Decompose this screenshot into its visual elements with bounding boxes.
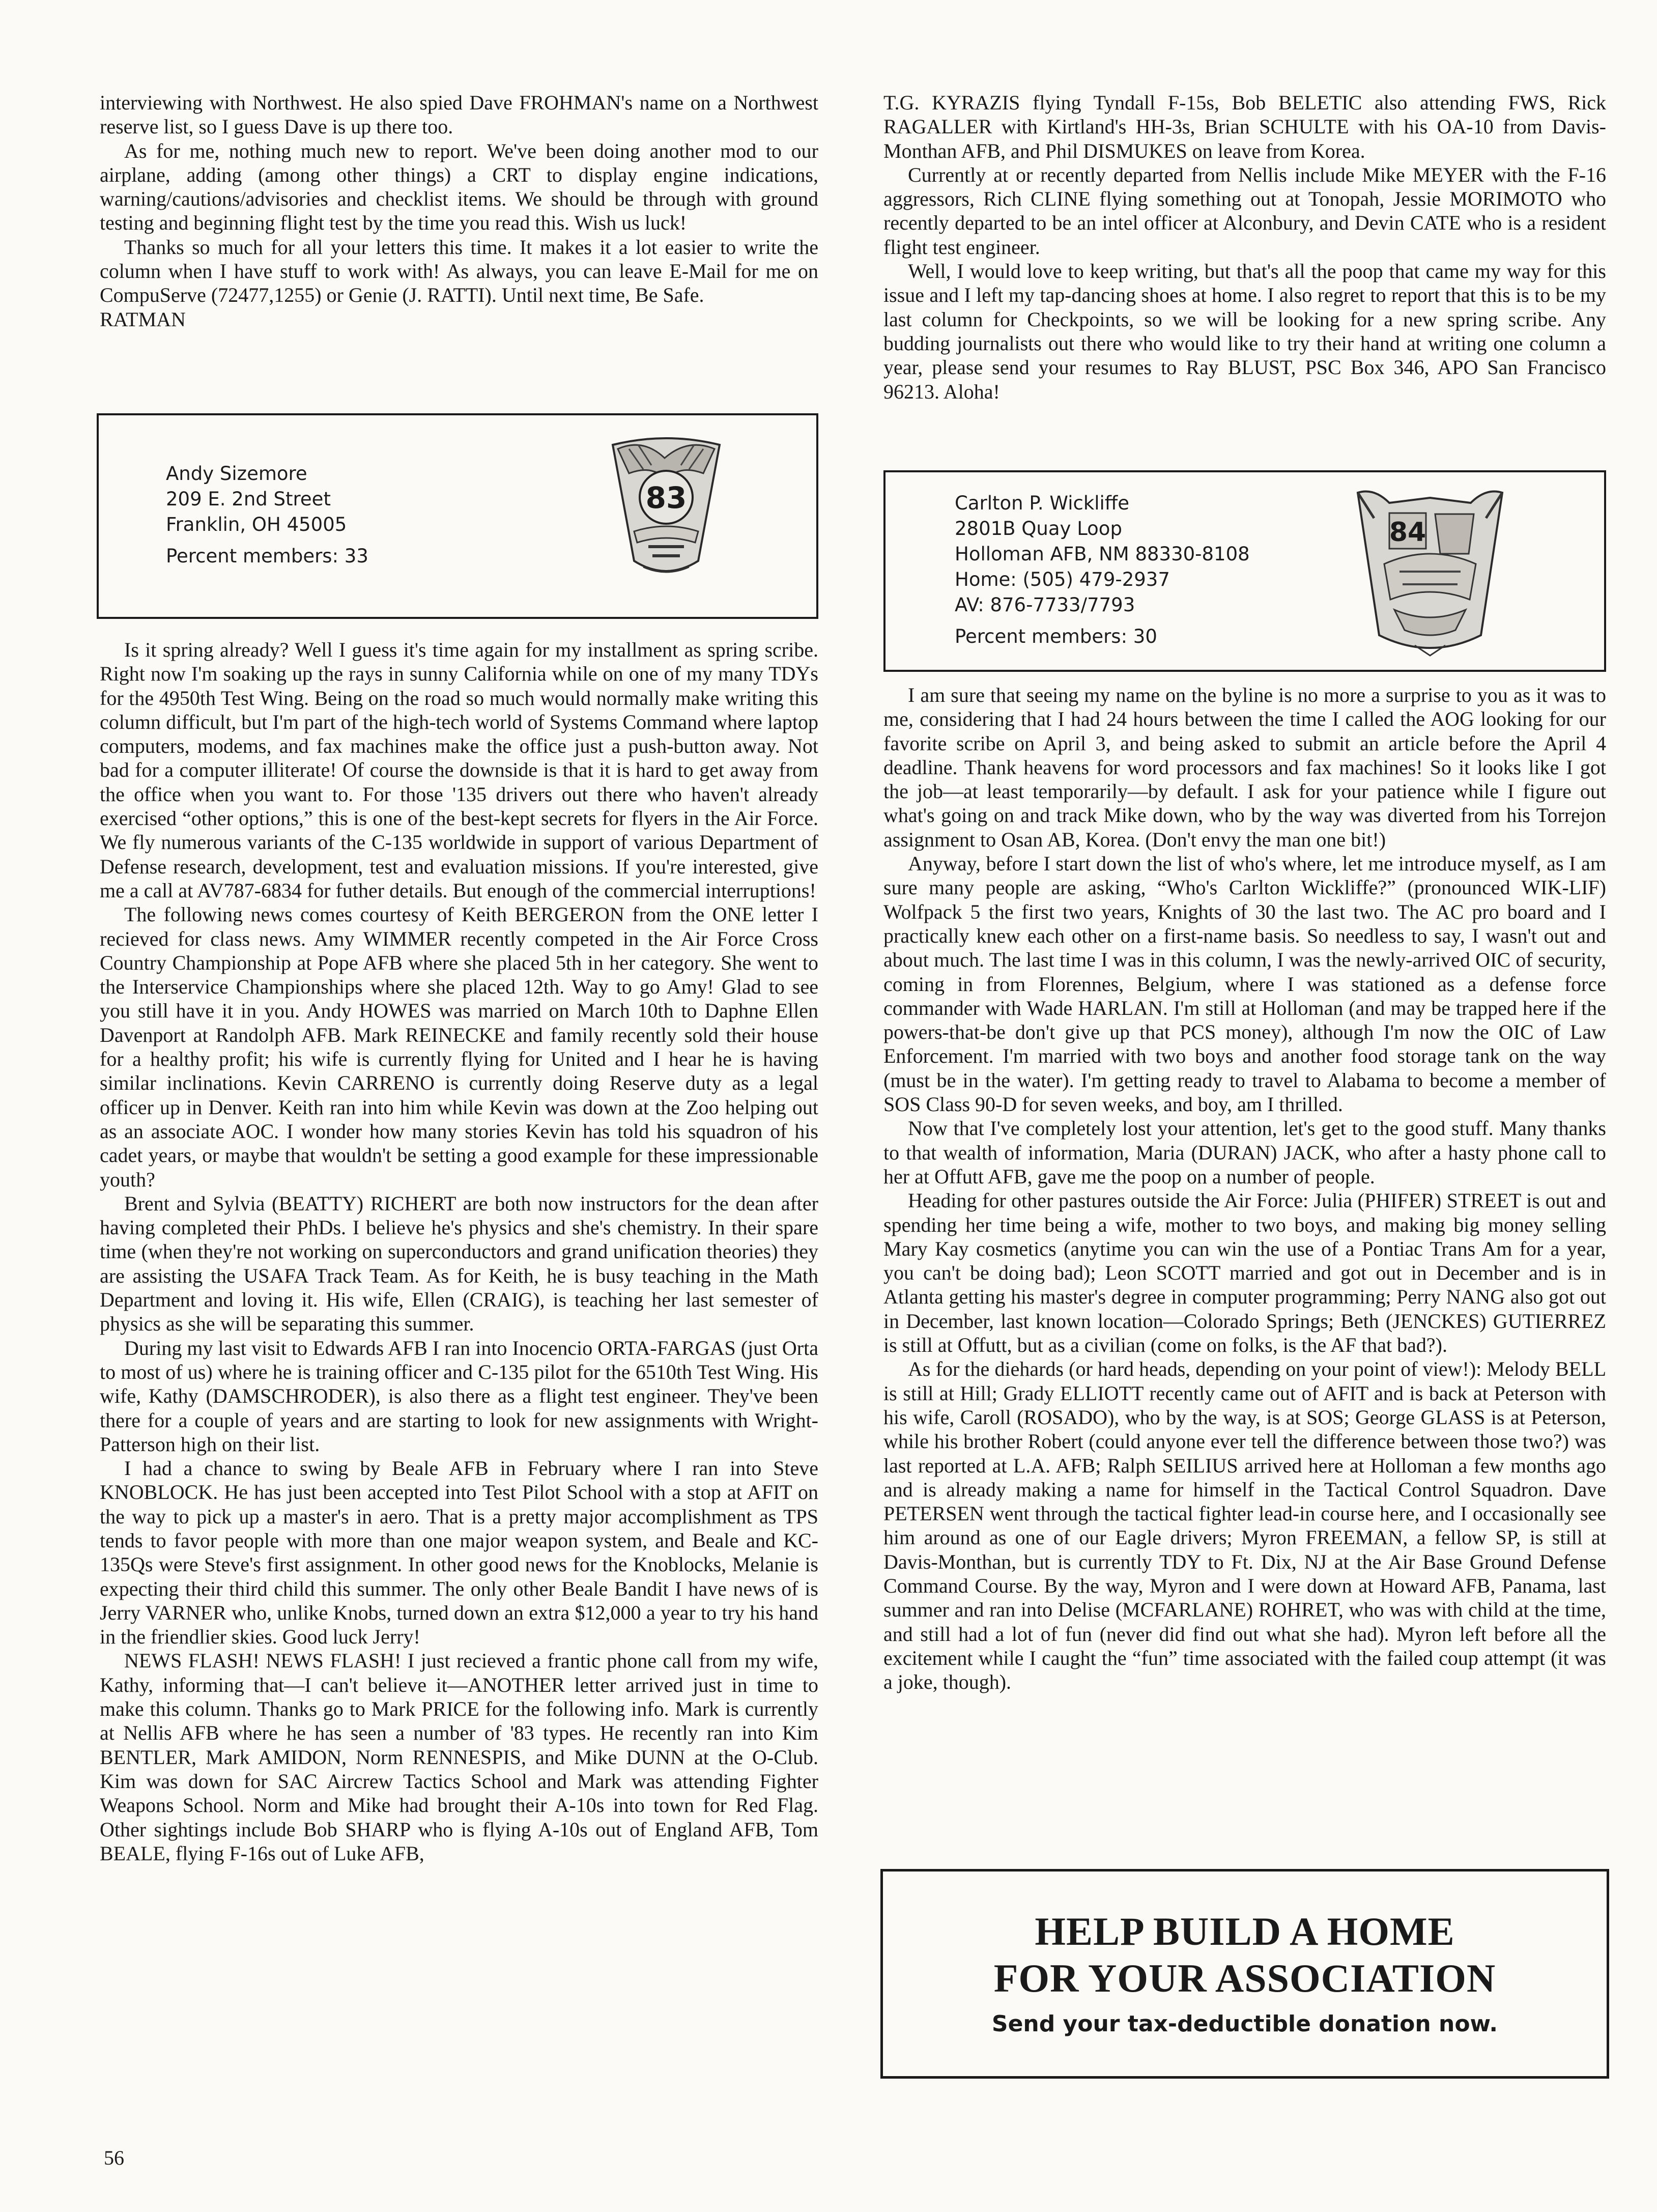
paragraph: NEWS FLASH! NEWS FLASH! I just recieved a frantic phone call from my wife, Kathy, informing that—I can't believe it—ANOTHER letter arrived just in time to make this column. Thanks go to Mark PRICE for the following info. Mark is currently at Nellis AFB where he has seen a number of '83 types. He recently ran into Kim BENTLER, Mark AMIDON, Norm RENNESPIS, and Mike DUNN at the O-Club. Kim was down for SAC Aircrew Tactics School and Mark was attending Fighter Weapons School. Norm and Mike had brought their A-10s into town for Red Flag. Other sightings include Bob SHARP who is flying A-10s out of England AFB, Tom BEALE, flying F-16s out of Luke AFB, (100, 1649, 818, 1865)
paragraph: Heading for other pastures outside the Air Force: Julia (PHIFER) STREET is out and spending her time being a wife, mother to two boys, and making big money selling Mary Kay cosmetics (anytime you can win the use of a Pontiac Trans Am for a year, you can't be doing bad); Leon SCOTT married and got out in December and is in Atlanta getting his master's degree in computer programming; Perry NANG also got out in December, last known location—Colorado Springs; Beth (JENCKES) GUTIERREZ is still at Offutt, but as a civilian (come on folks, is the AF that bad?). (883, 1189, 1606, 1357)
signature: RATMAN (100, 307, 186, 331)
paragraph: Is it spring already? Well I guess it's time again for my installment as spring scribe. Right now I'm soaking up the rays in sunny California while on one of my many TDYs for the 4950th Test Wing. Being on the road so much would normally make writing this column difficult, but I'm part of the high-tech world of Systems Command where laptop computers, modems, and fax machines make the office just a push-button away. Not bad for a computer illiterate! Of course the downside is that it is hard to get away from the office when you want to. For those '135 drivers out there who haven't already exercised “other options,” this is one of the best-kept secrets for flyers in the Air Force. We fly numerous variants of the C-135 worldwide in support of various Department of Defense research, development, test and evaluation missions. If you're interested, give me a call at AV787-6834 for futher details. But enough of the commercial interruptions! (100, 638, 818, 902)
paragraph: Currently at or recently departed from Nellis include Mike MEYER with the F-16 aggressors, Rich CLINE flying something out at Tonopah, Jessie MORIMOTO who recently departed to be an intel officer at Alconbury, and Devin CATE who is a resident flight test engineer. (883, 163, 1606, 259)
paragraph: T.G. KYRAZIS flying Tyndall F-15s, Bob BELETIC also attending FWS, Rick RAGALLER with Kirtland's HH-3s, Brian SCHULTE with his OA-10 from Davis-Monthan AFB, and Phil DISMUKES on leave from Korea. (883, 91, 1606, 162)
scribe-address (955, 491, 1250, 649)
scribe-name: Carlton P. Wickliffe (955, 492, 1130, 514)
class-of-84-crest-icon (1354, 483, 1506, 661)
paragraph: interviewing with Northwest. He also spied Dave FROHMAN's name on a Northwest reserve list, so I guess Dave is up there too. (100, 91, 818, 138)
page-number: 56 (104, 2146, 124, 2169)
paragraph: Now that I've completely lost your attention, let's get to the good stuff. Many thanks to that wealth of information, Maria (DURAN) JACK, who after a hasty phone call to her at Offutt AFB, gave me the poop on a number of people. (883, 1117, 1606, 1188)
paragraph: During my last visit to Edwards AFB I ran into Inocencio ORTA-FARGAS (just Orta to most of us) where he is training officer and C-135 pilot for the 6510th Test Wing. His wife, Kathy (DAMSCHRODER), is also there as a flight test engineer. They've been there for a couple of years and are starting to look for new assignments with Wright-Patterson high on their list. (100, 1336, 818, 1456)
scribe-name: Andy Sizemore (166, 463, 307, 485)
paragraph: Well, I would love to keep writing, but that's all the poop that came my way for this issue and I left my tap-dancing shoes at home. I also regret to report that this is to be my last column for Checkpoints, so we will be looking for a new spring scribe. Any budding journalists out there who would like to try their hand at writing one column a year, please send your resumes to Ray BLUST, PSC Box 346, APO San Francisco 96213. Aloha! (883, 260, 1606, 403)
paragraph: I am sure that seeing my name on the byline is no more a surprise to you as it was to me, considering that I had 24 hours between the time I called the AOG looking for our favorite scribe on April 3, and being asked to submit an article before the April 4 deadline. Thank heavens for word processors and fax machines! So it looks like I got the job—at least temporarily—by default. I ask for your patience while I figure out what's going on and track Mike down, who by the way was diverted from his Torrejon assignment to Osan AB, Korea. (Don't envy the man one bit!) (883, 684, 1606, 851)
scribe-city: Holloman AFB, NM 88330-8108 (955, 543, 1250, 565)
paragraph: Brent and Sylvia (BEATTY) RICHERT are both now instructors for the dean after having completed their PhDs. I believe he's physics and she's chemistry. In their spare time (when they're not working on superconductors and grand unification theories) they are assisting the USAFA Track Team. As for Keith, he is busy teaching in the Math Department and loving it. His wife, Ellen (CRAIG), is teaching her last semester of physics as she will be separating this summer. (100, 1192, 818, 1336)
class-84-column (883, 683, 1606, 1694)
class-83-column-continuation (100, 91, 818, 331)
scribe-street: 2801B Quay Loop (955, 518, 1122, 540)
scribe-city: Franklin, OH 45005 (166, 514, 347, 535)
scribe-home-phone: Home: (505) 479-2937 (955, 569, 1170, 590)
donation-headline-line-2: FOR YOUR ASSOCIATION (993, 1956, 1496, 2000)
paragraph: Anyway, before I start down the list of who's where, let me introduce myself, as I am sure many people are asking, “Who's Carlton Wickliffe?” (pronounced WIK-LIF) Wolfpack 5 the first two years, Knights of 30 the last two. The AC pro board and I practically knew each other on a first-name basis. So needless to say, I wasn't out and about much. The last time I was in this column, I was the newly-arrived OIC of security, coming in from Florennes, Belgium, where I was stationed as a defense force commander with Wade HARLAN. I'm still at Holloman (and may be trapped here if the powers-that-be don't give up that PCS money), although I'm now the OIC of Law Enforcement. I'm married with two boys and another food storage tank on the way (must be in the water). I'm getting ready to travel to Alabama to become a member of SOS Class 90-D for seven weeks, and boy, am I thrilled. (883, 852, 1606, 1116)
class-84-scribe-box (883, 470, 1606, 672)
class-83-scribe-box (97, 413, 818, 619)
donation-headline-line-1: HELP BUILD A HOME (1035, 1909, 1455, 1953)
svg-text:84: 84 (1389, 517, 1426, 548)
scribe-address (166, 461, 368, 569)
scribe-av-phone: AV: 876-7733/7793 (955, 594, 1135, 616)
paragraph: Thanks so much for all your letters this time. It makes it a lot easier to write the column when I have stuff to work with! As always, you can leave E-Mail for me on CompuServe (72477,1255) or Genie (J. RATTI). Until next time, Be Safe. (100, 235, 818, 307)
paragraph: As for me, nothing much new to report. We've been doing another mod to our airplane, adding (among other things) a CRT to display engine indications, warning/cautions/advisories and checklist items. We should be through with ground testing and beginning flight test by the time you read this. Wish us luck! (100, 139, 818, 235)
svg-text:83: 83 (645, 480, 687, 515)
paragraph: As for the diehards (or hard heads, depending on your point of view!): Melody BELL is still at Hill; Grady ELLIOTT recently came out of AFIT and is back at Peterson with his wife, Caroll (ROSADO), who by the way, is at SOS; George GLASS is at Peterson, while his brother Robert (could anyone ever tell the difference between those two?) was last reported at L.A. AFB; Ralph SEILIUS arrived here at Holloman a few months ago and is already making a name for himself in the Tactical Control Squadron. Dave PETERSEN went through the tactical fighter lead-in course here, and I occasionally see him around as one of our Eagle drivers; Myron FREEMAN, a fellow SP, is still at Davis-Monthan, but is currently TDY to Ft. Dix, NJ at the Air Base Ground Defense Command Course. By the way, Myron and I were down at Howard AFB, Panama, last summer and ran into Delise (MCFARLANE) ROHRET, who was with child at the time, and still had a lot of fun (never did find out what she had). Myron left before all the excitement while I caught the “fun” time associated with the failed coup attempt (it was a joke, though). (883, 1357, 1606, 1694)
scribe-street: 209 E. 2nd Street (166, 488, 331, 510)
donation-ad-box (880, 1869, 1609, 2079)
class-of-83-crest-icon (608, 434, 725, 581)
donation-subline: Send your tax-deductible donation now. (991, 2011, 1498, 2037)
percent-members: Percent members: 30 (955, 626, 1157, 647)
class-83-column-end (883, 91, 1606, 404)
paragraph: The following news comes courtesy of Keith BERGERON from the ONE letter I recieved for class news. Amy WIMMER recently competed in the Air Force Cross Country Championship at Pope AFB where she placed 5th in her category. She went to the Interservice Championships where she placed 12th. Way to go Amy! Glad to see you still have it in you. Andy HOWES was married on March 10th to Daphne Ellen Davenport at Randolph AFB. Mark REINECKE and family recently sold their house for a healthy profit; his wife is currently flying for United and I hear he is having similar inclinations. Kevin CARRENO is currently doing Reserve duty as a legal officer up in Denver. Keith ran into him while Kevin was down at the Zoo helping out as an associate AOC. I wonder how many stories Kevin has told his squadron of his cadet years, or maybe that wouldn't be setting a good example for these impressionable youth? (100, 903, 818, 1191)
paragraph: I had a chance to swing by Beale AFB in February where I ran into Steve KNOBLOCK. He has just been accepted into Test Pilot School with a stop at AFIT on the way to pick up a master's in aero. That is a pretty major accomplishment as TPS tends to favor people with more than one major weapon system, and Beale and KC-135Qs were Steve's first assignment. In other good news for the Knoblocks, Melanie is expecting their third child this summer. The only other Beale Bandit I have news of is Jerry VARNER who, unlike Knobs, turned down an extra $12,000 a year to try his hand in the friendlier skies. Good luck Jerry! (100, 1457, 818, 1649)
percent-members: Percent members: 33 (166, 545, 368, 567)
class-83-column (100, 638, 818, 1865)
